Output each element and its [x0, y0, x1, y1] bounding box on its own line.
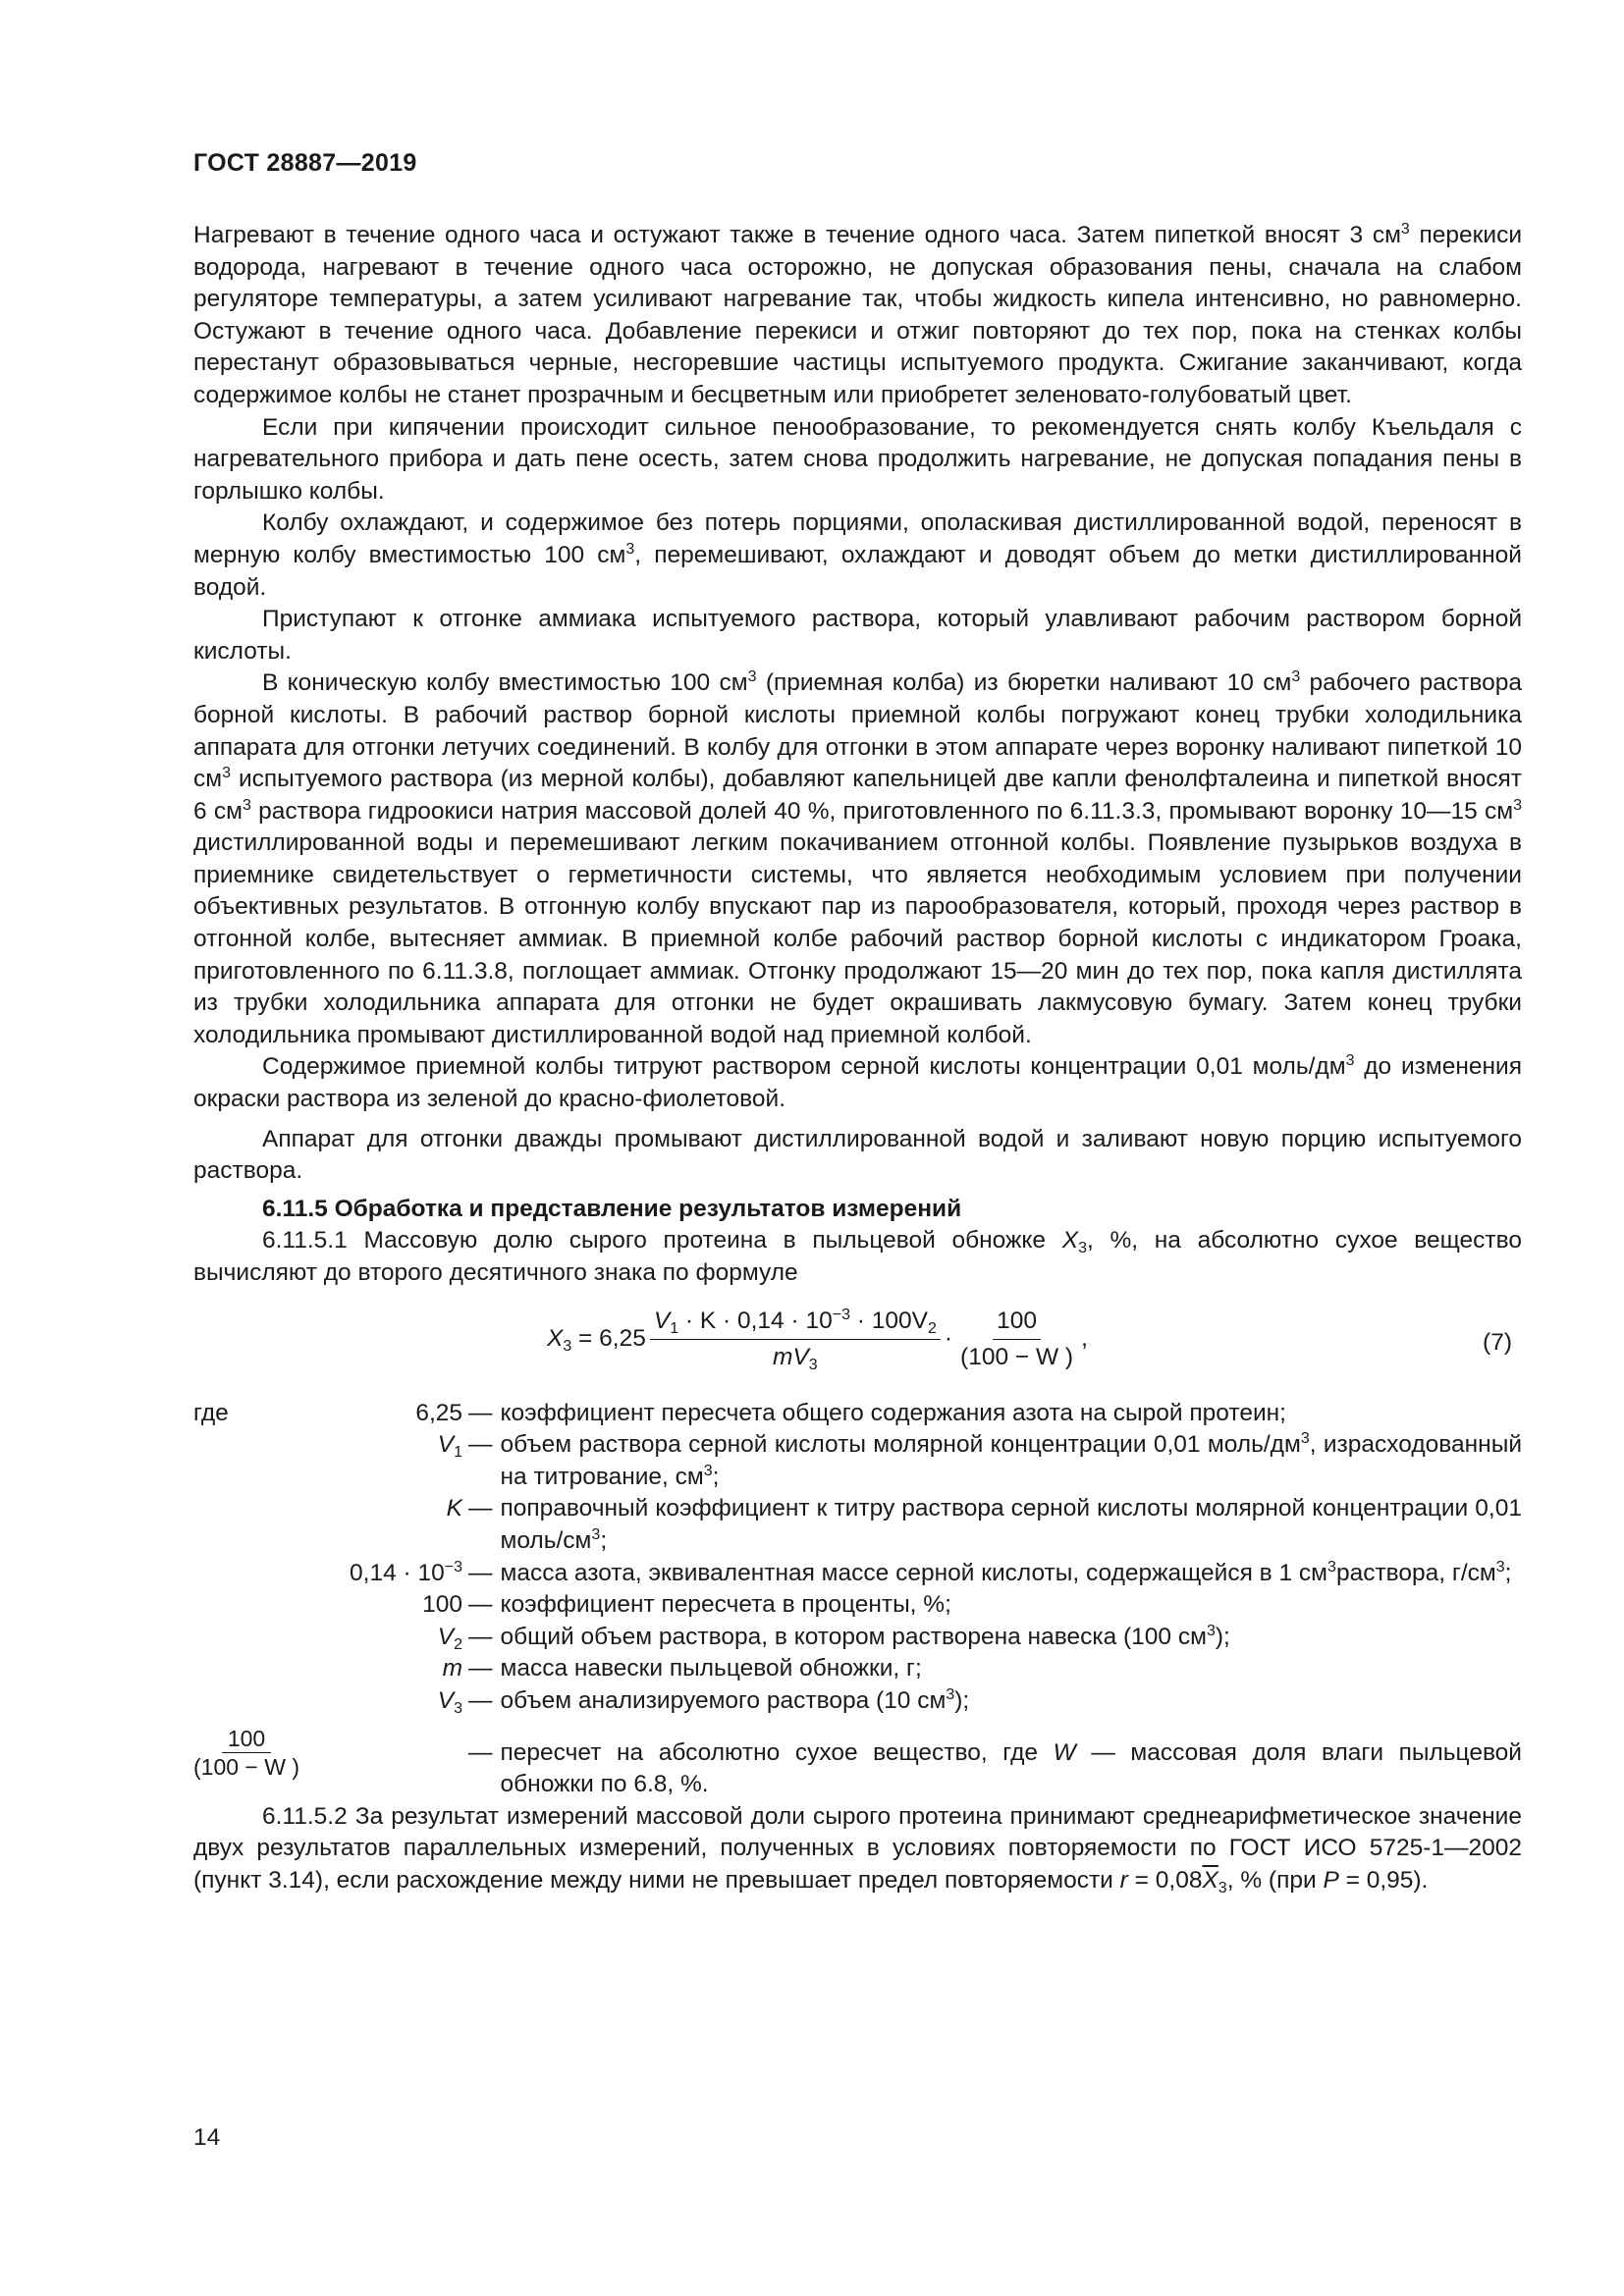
definition-item: m — масса навески пыльцевой обножки, г;	[442, 1655, 922, 1682]
paragraph-7: Аппарат для отгонки дважды промывают дистиллированной водой и заливают новую порцию испытуемого раствора.	[193, 1125, 1522, 1185]
definition-item: $\frac{100}{(100 - W )}$ — пересчет на абсолютно сухое вещество, где W — массовая доля влаги пыльцевой обножки по 6.8, %.	[193, 1725, 1522, 1798]
formula-fraction-main: $\frac{V_1 \cdot K \cdot 0,14 \cdot 10^{-3} \cdot 100V_2}{mV_3}$	[650, 1306, 941, 1374]
paragraph-1: Нагревают в течение одного часа и остужают также в течение одного часа. Затем пипеткой вносят 3 $см^3$ перекиси водорода, нагревают в течение одного часа осторожно, не допуская образования пены, сначала на слабом регуляторе температуры, а затем усиливают нагревание так, чтобы жидкость кипела интенсивно, но равномерно. Остужают в течение одного часа. Добавление перекиси и отжиг повторяют до тех пор, пока на стенках колбы перестанут образовываться черные, несгоревшие частицы испытуемого продукта. Сжигание заканчивают, когда содержимое колбы не станет прозрачным и бесцветным или приобретет зеленовато-голубоватый цвет.	[193, 221, 1523, 408]
definition-item: K — поправочный коэффициент к титру раствора серной кислоты молярной концентрации 0,01 моль/$см^3$;	[446, 1495, 1522, 1554]
formula-7	[193, 1298, 1522, 1386]
paragraph-3: Колбу охлаждают, и содержимое без потерь порциями, ополаскивая дистиллированной водой, переносят в мерную колбу вместимостью 100 $см^3$, перемешивают, охлаждают и доводят объем до метки дистиллированной водой.	[193, 509, 1522, 601]
equation-number: (7)	[1483, 1328, 1512, 1356]
formula-expression: $X_3 = 6,25$ $\frac{V_1 \cdot K \cdot 0,14 \cdot 10^{-3} \cdot 100V_2}{mV_3}$ · $\frac{100}{(100 - W )}$ ,	[547, 1306, 1088, 1374]
definitions-list	[193, 1398, 1522, 1801]
paragraph-5: В коническую колбу вместимостью 100 $см^3$ (приемная колба) из бюретки наливают 10 $см^3$ рабочего раствора борной кислоты. В рабочий раствор борной кислоты приемной колбы погружают конец трубки холодильника аппарата для отгонки летучих соединений. В колбу для отгонки в этом аппарате через воронку наливают пипеткой 10 $см^3$ испытуемого раствора (из мерной колбы), добавляют капельницей две капли фенолфталеина и пипеткой вносят 6 $см^3$ раствора гидроокиси натрия массовой долей 40 %, приготовленного по 6.11.3.3, промывают воронку 10—15 $см^3$ дистиллированной воды и перемешивают легким покачиванием отгонной колбы. Появление пузырьков воздуха в приемнике свидетельствует о герметичности системы, что является необходимым условием при получении объективных результатов. В отгонную колбу впускают пар из парообразователя, который, проходя через раствор в отгонной колбе, вытесняет аммиак. В приемной колбе рабочий раствор борной кислоты с индикатором Гроака, приготовленного по 6.11.3.8, поглощает аммиак. Отгонку продолжают 15—20 мин до тех пор, пока капля дистиллята из трубки холодильника аппарата для отгонки не будет окрашивать лакмусовую бумагу. Затем конец трубки холодильника промывают дистиллированной водой над приемной колбой.	[193, 668, 1523, 1048]
definition-item: $V_3$ — объем анализируемого раствора (10 $см^3$);	[437, 1685, 970, 1717]
definition-item: $0,14 \cdot 10^{-3}$ — масса азота, эквивалентная массе серной кислоты, содержащейся в 1 $см^3раствора$, $г/см^3$;	[350, 1558, 1512, 1586]
dry-basis-fraction: $\frac{100}{(100 - W )}$	[193, 1725, 300, 1780]
definition-item: где 6,25 — коэффициент пересчета общего содержания азота на сырой протеин;	[193, 1399, 1286, 1426]
section-title: 6.11.5 Обработка и представление результатов измерений	[262, 1195, 962, 1222]
paragraph-4: Приступают к отгонке аммиака испытуемого раствора, который улавливают рабочим раствором борной кислоты.	[193, 606, 1522, 665]
document-header: ГОСТ 28887—2019	[193, 149, 417, 177]
paragraph-2: Если при кипячении происходит сильное пенообразование, то рекомендуется снять колбу Къельдаля с нагревательного прибора и дать пене осесть, затем снова продолжить нагревание, не допуская попадания пены в горлышко колбы.	[193, 413, 1522, 505]
paragraph-6: Содержимое приемной колбы титруют раствором серной кислоты концентрации 0,01 моль/$дм^3$ до изменения окраски раствора из зеленой до красно-фиолетовой.	[193, 1052, 1523, 1113]
paragraph-9: 6.11.5.2 За результат измерений массовой доли сырого протеина принимают среднеарифметическое значение двух результатов параллельных измерений, полученных в условиях повторяемости по ГОСТ ИСО 5725-1—2002 (пункт 3.14), если расхождение между ними не превышает предел повторяемости $r = 0,08\overline{X}_3$, % (при P = 0,95).	[193, 1802, 1522, 1896]
definition-item: $V_1$ — объем раствора серной кислоты молярной концентрации 0,01 моль/$дм^3$, израсходованный на титрование, $см^3$;	[437, 1430, 1523, 1490]
formula-fraction-dry: $\frac{100}{(100 - W )}$	[960, 1307, 1074, 1371]
page-number: 14	[193, 2124, 221, 2151]
document-body	[193, 220, 1522, 1897]
paragraph-8: 6.11.5.1 Массовую долю сырого протеина в пыльцевой обножке $X_3$, %, на абсолютно сухое вещество вычисляют до второго десятичного знака по формуле	[193, 1227, 1523, 1286]
definition-item: 100 — коэффициент пересчета в проценты, %;	[422, 1591, 951, 1619]
definition-item: $V_2$ — общий объем раствора, в котором растворена навеска (100 $см^3$);	[437, 1622, 1230, 1653]
